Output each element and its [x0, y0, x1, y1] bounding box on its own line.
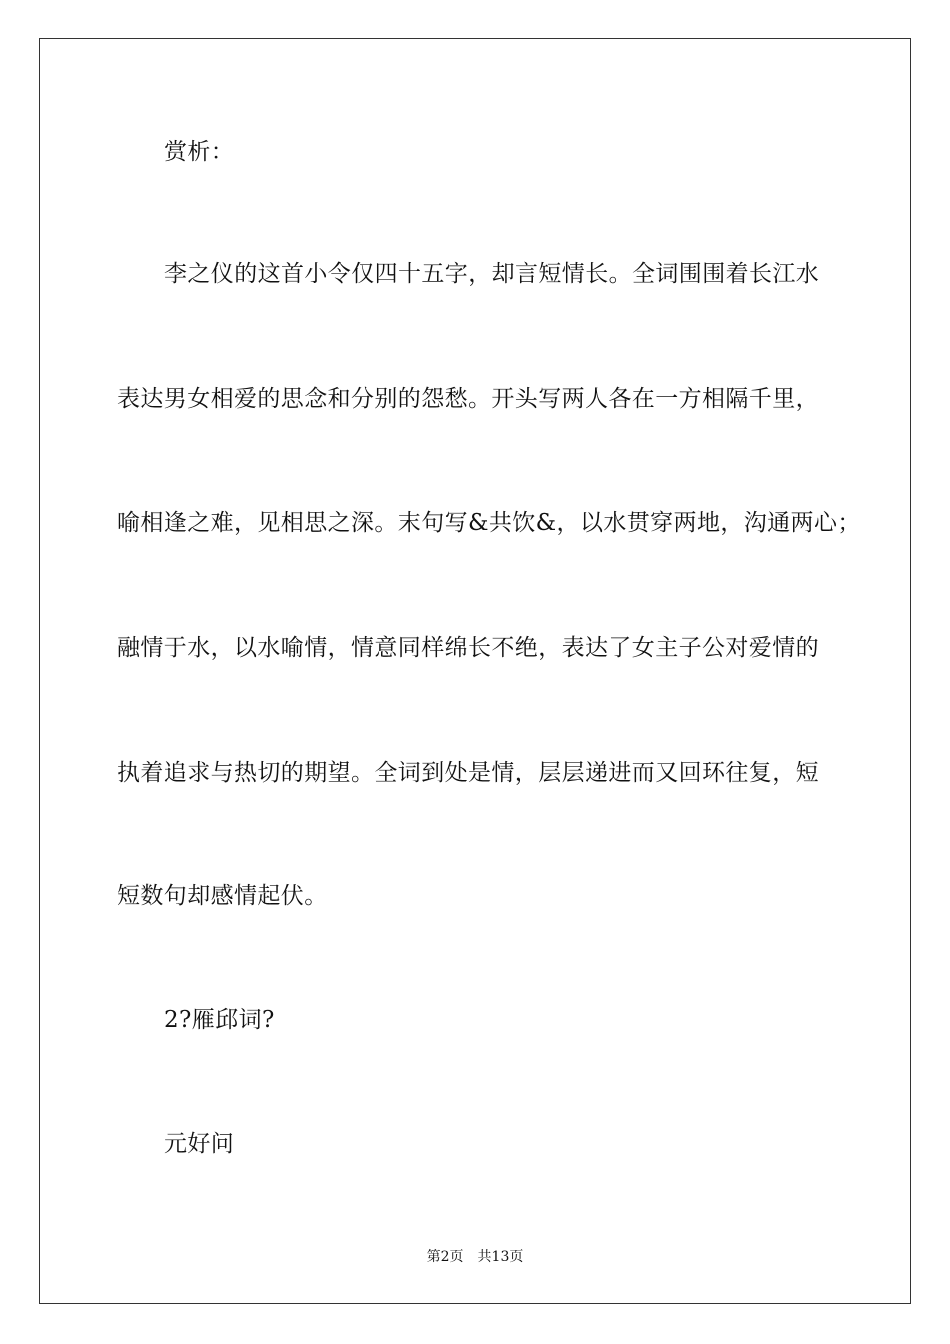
heading-appreciation: 赏析：	[164, 139, 235, 165]
paragraph-line-5: 执着追求与热切的期望。全词到处是情，层层递进而又回环往复，短	[117, 760, 819, 786]
page-total: 共13页	[477, 1249, 524, 1265]
paragraph-line-3: 喻相逢之难，见相思之深。末句写&共饮&，以水贯穿两地，沟通两心；	[117, 510, 861, 536]
poem-title: 2?雁邱词?	[164, 1007, 275, 1033]
paragraph-line-2: 表达男女相爱的思念和分别的怨愁。开头写两人各在一方相隔千里，	[117, 386, 819, 412]
paragraph-line-6: 短数句却感情起伏。	[117, 883, 328, 909]
paragraph-line-4: 融情于水，以水喻情，情意同样绵长不绝，表达了女主子公对爱情的	[117, 635, 819, 661]
page-border	[39, 38, 911, 1304]
poem-author: 元好问	[164, 1131, 235, 1157]
paragraph-line-1: 李之仪的这首小令仅四十五字，却言短情长。全词围围着长江水	[164, 261, 820, 287]
page-footer	[0, 1248, 950, 1266]
page-number: 第2页	[426, 1249, 464, 1265]
